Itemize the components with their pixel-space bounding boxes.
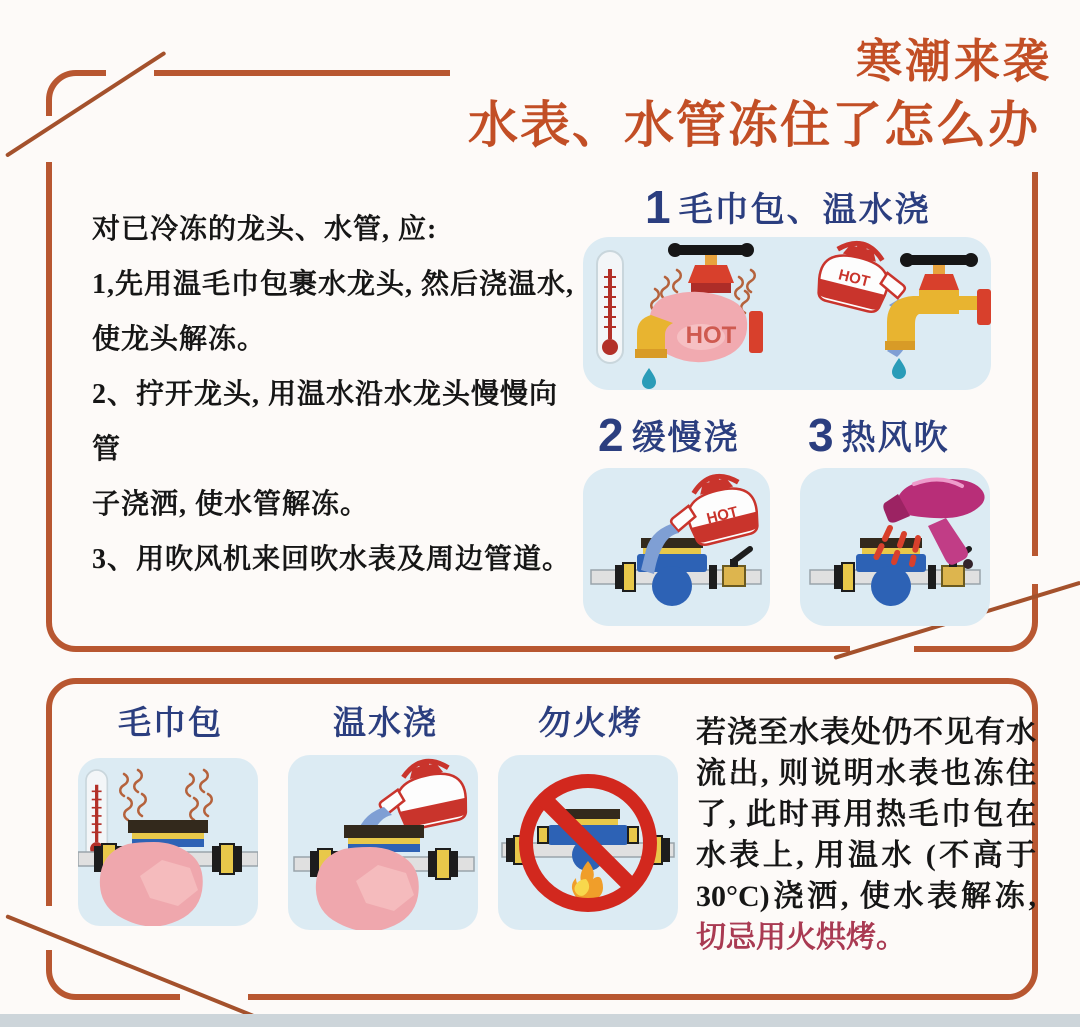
faucet-wrapped-icon	[635, 243, 763, 389]
bottom-edge-strip	[0, 1014, 1080, 1027]
step1-label: 毛巾包、温水浇	[678, 191, 931, 229]
pour-illustration	[288, 755, 478, 930]
step2-number: 2	[598, 409, 624, 461]
step3-heading	[808, 408, 950, 462]
bottom-label-pour: 温水浇	[333, 704, 438, 741]
hot-label: HOT	[704, 503, 740, 528]
hot-label: HOT	[685, 322, 737, 349]
step3-label: 热风吹	[841, 419, 950, 457]
panel-step3	[800, 468, 990, 626]
bottom-panel-nofire	[498, 755, 678, 930]
intro-line: 对已冷冻的龙头、水管, 应:	[92, 214, 438, 245]
no-fire-illustration	[498, 755, 678, 930]
water-drop-icon	[892, 358, 906, 379]
step2-heading	[598, 408, 740, 462]
hot-label: HOT	[836, 266, 872, 291]
step2-illustration	[583, 468, 770, 626]
faucet-yellow-icon	[885, 253, 991, 379]
step3-number: 3	[808, 409, 834, 461]
intro-line: 2、拧开龙头, 用温水沿水龙头慢慢向管	[92, 379, 559, 465]
header-badge: 寒潮来袭	[856, 35, 1052, 87]
intro-line: 子浇洒, 使水管解冻。	[92, 489, 370, 520]
intro-text	[92, 202, 574, 587]
step1-illustration	[583, 237, 991, 390]
bottom-label-nofire: 勿火烤	[538, 704, 643, 741]
intro-line: 1,先用温毛巾包裹水龙头, 然后浇温水,	[92, 269, 575, 300]
thermometer-icon	[597, 251, 623, 363]
water-meter-icon	[591, 538, 761, 606]
page-title: 水表、水管冻住了怎么办	[468, 97, 1040, 153]
bottom-panel-towel	[78, 758, 258, 926]
step1-heading	[645, 180, 931, 234]
step1-number: 1	[645, 181, 671, 233]
panel-step1	[583, 237, 991, 390]
frame-gap	[1024, 556, 1046, 584]
step2-label: 缓慢浇	[631, 419, 740, 457]
kettle-icon	[373, 755, 471, 835]
intro-line: 使龙头解冻。	[92, 324, 267, 355]
note-warning: 切忌用火烘烤。	[696, 921, 906, 954]
bottom-panel-pour	[288, 755, 478, 930]
water-drop-icon	[642, 368, 656, 389]
panel-step2	[583, 468, 770, 626]
step3-illustration	[800, 468, 990, 626]
towel-wrap-illustration	[78, 758, 258, 926]
intro-line: 3、用吹风机来回吹水表及周边管道。	[92, 544, 572, 575]
note-main: 若浇至水表处仍不见有水流出, 则说明水表也冻住了, 此时再用热毛巾包在水表上, 用温水 (不高于30°C)浇洒, 使水表解冻,	[696, 716, 1036, 913]
bottom-label-towel: 毛巾包	[118, 704, 223, 741]
note-text	[696, 712, 1036, 958]
wrapped-meter-icon	[294, 825, 474, 930]
